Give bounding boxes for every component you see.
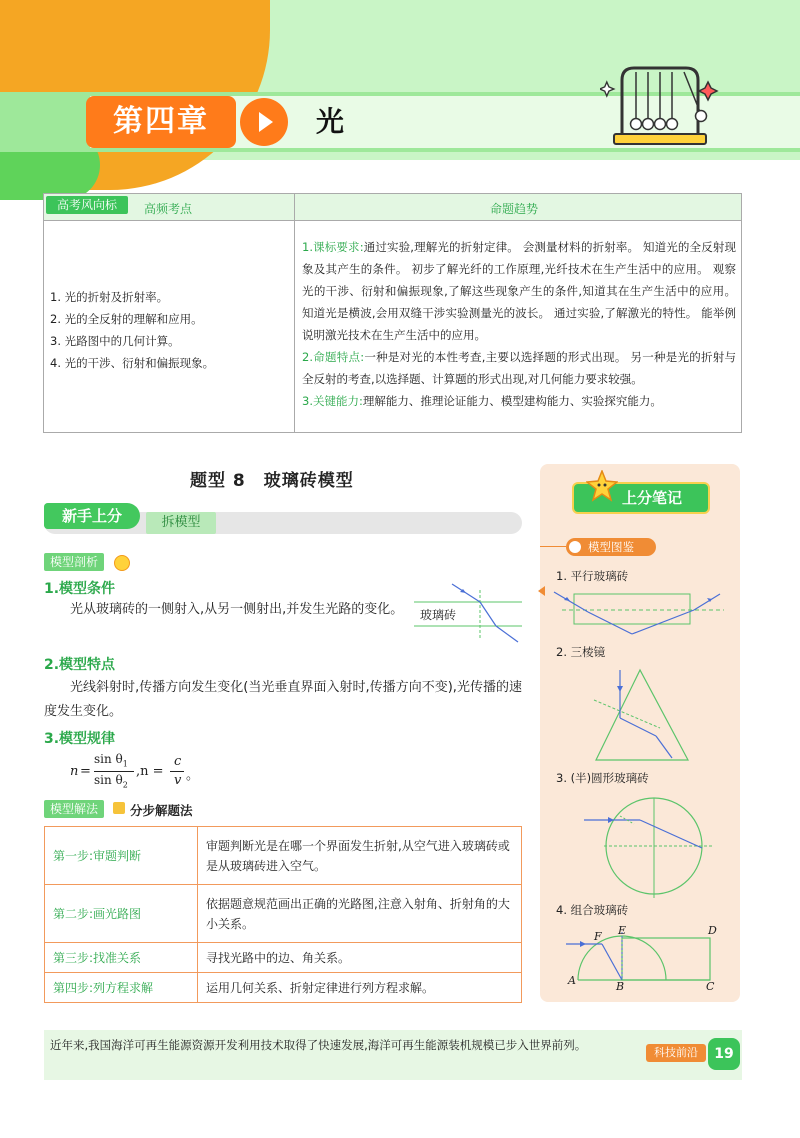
exam-point: 3. 光路图中的几何计算。 — [50, 334, 180, 348]
formula-end: 。 — [186, 768, 200, 783]
point-label-e: E — [618, 924, 627, 937]
point-label-f: F — [594, 930, 602, 943]
point-label-a: A — [568, 974, 576, 987]
exam-point: 1. 光的折射及折射率。 — [50, 290, 169, 304]
pointer-arrow-icon — [538, 586, 545, 596]
refraction-formula — [70, 752, 210, 792]
steps-table — [44, 826, 522, 1003]
notes-title: 上分笔记 — [622, 489, 683, 507]
exam-point: 4. 光的干涉、衍射和偏振现象。 — [50, 356, 215, 370]
section-title: 题型 8 玻璃砖模型 — [190, 471, 354, 491]
point-label-c: C — [706, 980, 715, 993]
exam-table — [43, 193, 742, 433]
model-method-name: 分步解题法 — [130, 803, 193, 818]
footer-tag: 科技前沿 — [646, 1044, 706, 1062]
step-name: 第四步:列方程求解 — [45, 973, 198, 1003]
notes-sub-line — [540, 546, 566, 547]
formula-sub2: 2 — [122, 780, 128, 790]
exam-col2-header: 命题趋势 — [490, 202, 539, 216]
exam-points-list — [50, 286, 290, 374]
formula-den-text: sin θ — [94, 773, 123, 787]
fraction-bar — [94, 771, 134, 772]
trend-text: 通过实验,理解光的折射定律。 会测量材料的折射率。 知道光的全反射现象及其产生的条件。 初步了解光纤的工作原理,光纤技术在生产生活中的应用。 观察光的干涉、衍射和偏振现象,了解这些现象产生的条件,知道其在生产生活中的应用。 知道光是横波,会用双缝干涉实验测量光的波长。 通过实验,了解激光的特性。 能举例说明激光技术在生产生活中的应用。 — [302, 240, 736, 342]
step-name: 第二步:画光路图 — [45, 885, 198, 943]
fraction-bar-2 — [170, 771, 184, 772]
model-feature-text: 光线斜射时,传播方向发生变化(当光垂直界面入射时,传播方向不变),光传播的速度发生变化。 — [44, 680, 522, 719]
footer-text: 近年来,我国海洋可再生能源资源开发利用技术取得了快速发展,海洋可再生能源装机规模已步入世界前列。 — [50, 1038, 587, 1052]
semicircle-brick-diagram — [574, 790, 724, 900]
table-row — [45, 885, 522, 943]
notes-sub-label: 模型图鉴 — [566, 538, 656, 556]
formula-numerator — [94, 752, 128, 768]
trend-paragraph — [302, 346, 736, 390]
formula-denominator — [94, 773, 128, 789]
notes-item: 4. 组合玻璃砖 — [556, 903, 629, 917]
trend-text: 一种是对光的本性考查,主要以选择题的形式出现。 另一种是光的折射与全反射的考查,以选择题、计算题的形式出现,对几何能力要求较强。 — [302, 350, 736, 386]
parallel-brick-diagram — [548, 586, 734, 640]
formula-mid: ,n = — [136, 764, 164, 779]
trend-paragraph — [302, 236, 736, 346]
step-desc: 依据题意规范画出正确的光路图,注意入射角、折射角的大小关系。 — [198, 885, 522, 943]
trend-paragraph — [302, 390, 736, 412]
formula-num-text: sin θ — [94, 752, 123, 766]
glass-brick-label: 玻璃砖 — [420, 608, 457, 622]
page-number: 19 — [708, 1038, 740, 1070]
star-mascot-icon — [586, 470, 618, 502]
notes-item: 2. 三棱镜 — [556, 645, 606, 659]
notes-item: 3. (半)圆形玻璃砖 — [556, 771, 649, 785]
point-label-d: D — [708, 924, 717, 937]
play-arrow-icon — [240, 98, 288, 146]
exam-point: 2. 光的全反射的理解和应用。 — [50, 312, 203, 326]
prism-diagram — [580, 662, 720, 772]
exam-col1-header: 高频考点 — [144, 202, 193, 216]
model-method-label: 模型解法 — [44, 800, 104, 818]
newbie-sub: 拆模型 — [146, 512, 216, 534]
step-name: 第三步:找准关系 — [45, 943, 198, 973]
formula-c: c — [174, 754, 182, 769]
formula-n: n — [70, 764, 79, 779]
point-label-b: B — [616, 980, 625, 993]
exam-column-divider — [294, 194, 295, 432]
exam-tag: 高考风向标 — [46, 196, 128, 214]
table-row — [45, 943, 522, 973]
model-rule-title: 3.模型规律 — [44, 731, 116, 747]
trend-label: 3.关键能力: — [302, 394, 363, 408]
shield-icon — [113, 802, 125, 814]
step-desc: 寻找光路中的边、角关系。 — [198, 943, 522, 973]
newton-cradle-icon — [600, 60, 720, 150]
model-feature-title: 2.模型特点 — [44, 657, 116, 673]
chapter-label: 第四章 — [86, 96, 236, 148]
down-arrow-icon — [569, 541, 581, 553]
model-condition-title: 1.模型条件 — [44, 581, 116, 597]
step-desc: 审题判断光是在哪一个界面发生折射,从空气进入玻璃砖或是从玻璃砖进入空气。 — [198, 827, 522, 885]
sun-icon — [114, 555, 130, 571]
table-row — [45, 827, 522, 885]
trend-label: 1.课标要求: — [302, 240, 364, 254]
formula-equals: = — [80, 764, 91, 779]
model-analysis-label: 模型剖析 — [44, 553, 104, 571]
step-desc: 运用几何关系、折射定律进行列方程求解。 — [198, 973, 522, 1003]
trend-label: 2.命题特点: — [302, 350, 365, 364]
model-condition-text: 光从玻璃砖的一侧射入,从另一侧射出,并发生光路的变化。 — [70, 602, 404, 617]
formula-sub1: 1 — [122, 759, 128, 769]
formula-v: v — [174, 773, 182, 788]
step-name: 第一步:审题判断 — [45, 827, 198, 885]
newbie-tag: 新手上分 — [44, 503, 140, 529]
trend-text: 理解能力、推理论证能力、模型建构能力、实验探究能力。 — [362, 394, 662, 408]
chapter-title: 光 — [316, 105, 345, 138]
notes-item: 1. 平行玻璃砖 — [556, 569, 629, 583]
exam-trend — [302, 236, 736, 412]
table-row — [45, 973, 522, 1003]
